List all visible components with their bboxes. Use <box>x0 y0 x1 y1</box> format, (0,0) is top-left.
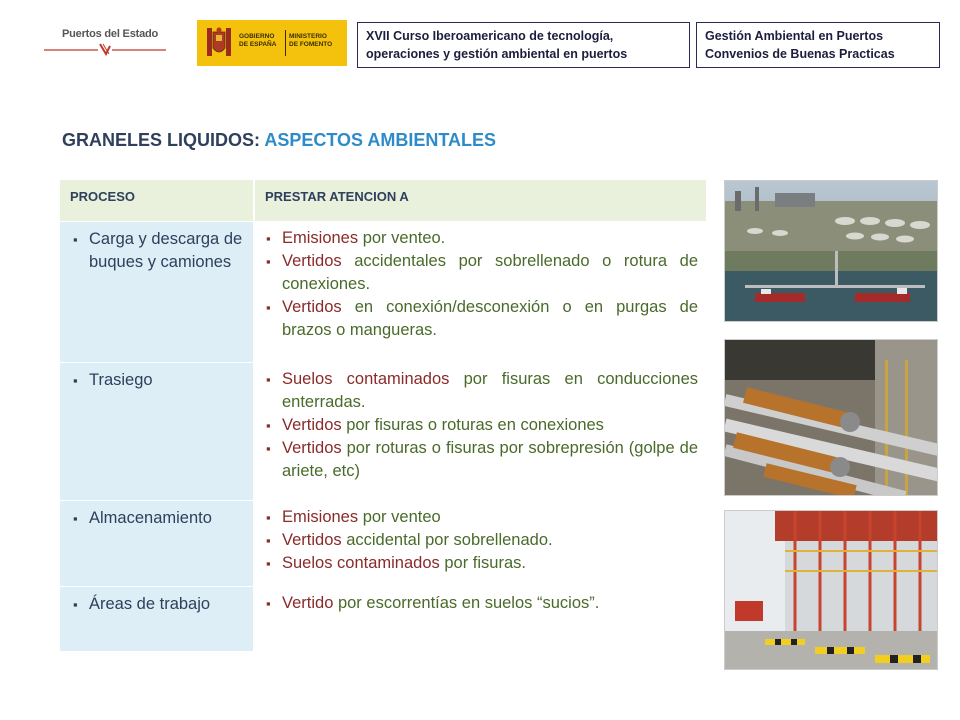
header-prestar-atencion: PRESTAR ATENCION A <box>253 180 706 221</box>
section-title-line2: Convenios de Buenas Practicas <box>705 47 895 61</box>
aspect-item: ▪ Vertidos por roturas o fisuras por sobrepresión (golpe de ariete, etc) <box>263 437 698 483</box>
title-part1: GRANELES LIQUIDOS: <box>62 130 261 150</box>
aspect-item: ▪ Vertidos por fisuras o roturas en conexiones <box>263 414 698 437</box>
aspect-item: ▪ Emisiones por venteo <box>263 506 698 529</box>
slide-title <box>62 130 496 151</box>
table-row <box>60 362 706 500</box>
pipelines-photo <box>724 339 938 496</box>
header-proceso: PROCESO <box>60 180 253 221</box>
gobierno-ministerio-logo <box>197 20 347 66</box>
table-header-row <box>60 180 706 221</box>
course-title-line1: XVII Curso Iberoamericano de tecnología, <box>366 29 614 43</box>
logo-divider <box>285 30 286 56</box>
proceso-label: ▪ Carga y descarga de buques y camiones <box>70 228 243 274</box>
table-row <box>60 586 706 651</box>
ministerio-text: MINISTERIO DE FOMENTO <box>289 33 333 48</box>
aspect-item: ▪ Vertido por escorrentías en suelos “sucios”. <box>263 592 698 615</box>
puertos-del-estado-logo <box>40 22 170 66</box>
table-row <box>60 500 706 586</box>
course-title-box <box>357 22 690 68</box>
proceso-label: ▪ Trasiego <box>70 369 243 392</box>
section-title-box <box>696 22 940 68</box>
port-terminal-photo <box>724 180 938 322</box>
proceso-label: ▪ Almacenamiento <box>70 507 243 530</box>
course-title-line2: operaciones y gestión ambiental en puertos <box>366 47 628 61</box>
loading-rack-photo <box>724 510 938 670</box>
wave-icon <box>40 38 170 58</box>
table-row <box>60 221 706 362</box>
gobierno-text: GOBIERNO DE ESPAÑA <box>239 33 277 48</box>
puertos-logo-text: Puertos del Estado <box>62 28 159 40</box>
section-title-line1: Gestión Ambiental en Puertos <box>705 29 884 43</box>
aspect-item: ▪ Suelos contaminados por fisuras en conducciones enterradas. <box>263 368 698 414</box>
coat-of-arms-icon <box>205 26 233 60</box>
aspect-item: ▪ Emisiones por venteo. <box>263 227 698 250</box>
aspect-item: ▪ Vertidos accidental por sobrellenado. <box>263 529 698 552</box>
aspects-table <box>60 180 706 651</box>
aspect-item: ▪ Suelos contaminados por fisuras. <box>263 552 698 575</box>
aspect-item: ▪ Vertidos en conexión/desconexión o en purgas de brazos o mangueras. <box>263 296 698 342</box>
aspect-item: ▪ Vertidos accidentales por sobrellenado o rotura de conexiones. <box>263 250 698 296</box>
title-part2: ASPECTOS AMBIENTALES <box>264 130 497 150</box>
proceso-label: ▪ Áreas de trabajo <box>70 593 243 616</box>
